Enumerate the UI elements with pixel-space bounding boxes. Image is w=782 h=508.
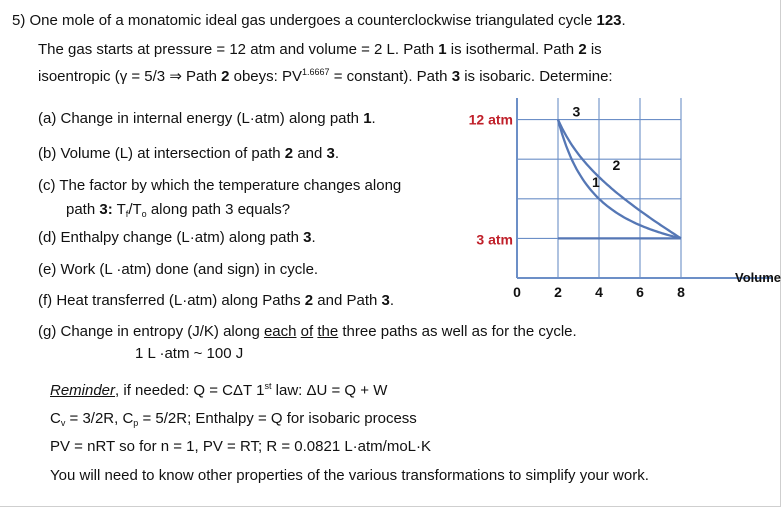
x-tick-label: 0 (513, 284, 521, 300)
conversion-text: 1 L ·atm ~ 100 J (135, 345, 244, 362)
subscript: f (125, 209, 129, 219)
reminder-text: law: ΔU = Q + W (275, 382, 388, 399)
question-text: (f) Heat transferred (L·atm) along Paths (38, 292, 301, 309)
path-label-2: 2 (612, 156, 621, 173)
y-tick-label: 3 atm (476, 231, 513, 248)
question-e (38, 261, 318, 279)
path-number: 3 (303, 229, 312, 246)
question-text: . (334, 145, 340, 162)
x-tick-label: 8 (677, 284, 685, 300)
reminder-line-2 (50, 410, 417, 428)
question-text: (b) Volume (L) at intersection of path (38, 145, 281, 162)
problem-text: is isobaric. Determine: (464, 68, 613, 85)
exponent: 1.6667 (301, 67, 330, 77)
path-number: 3 (326, 145, 335, 162)
path-label-1: 1 (592, 173, 600, 190)
question-text: . (371, 110, 376, 127)
question-text: (d) Enthalpy change (L·atm) along path (38, 229, 299, 246)
x-tick-label: 6 (636, 284, 644, 300)
path-number: 2 (304, 292, 314, 309)
problem-number: 5) (12, 12, 26, 29)
question-c (38, 177, 401, 195)
path-number: 2 (221, 68, 230, 85)
x-tick-label: 2 (554, 284, 562, 300)
superscript: st (264, 381, 272, 391)
problem-text: One mole of a monatomic ideal gas undergoes a counterclockwise triangulated cycle (29, 12, 593, 29)
subscript: v (60, 418, 66, 428)
conversion-note (135, 345, 243, 363)
question-text: and Path (317, 292, 378, 309)
temperature-symbol: T (116, 201, 126, 218)
subscript: p (133, 418, 139, 428)
path-1-isothermal (558, 120, 681, 239)
path-number: 3: (99, 201, 113, 218)
path-label-3: 3 (572, 103, 581, 120)
x-axis-label: Volume (735, 270, 781, 285)
question-text: (e) Work (L ·atm) done (and sign) in cycle. (38, 261, 319, 278)
reminder-label: Reminder (50, 382, 116, 399)
chart-curves (558, 120, 681, 239)
path-number: 2 (578, 41, 587, 58)
x-tick-label: 4 (595, 284, 603, 300)
problem-line-2 (38, 41, 602, 59)
question-text: (g) Change in entropy (J/K) along (38, 323, 260, 340)
subscript: o (141, 209, 147, 219)
problem-text: is isothermal. Path (450, 41, 575, 58)
question-b (38, 145, 339, 163)
question-c-line-2 (66, 201, 290, 219)
problem-text: obeys: PV (233, 68, 302, 85)
reminder-text: = 5/2R; Enthalpy = Q for isobaric process (142, 410, 417, 427)
temperature-symbol: /T (128, 201, 142, 218)
reminder-text: , if needed: Q = CΔT 1 (115, 382, 265, 399)
pv-diagram (455, 98, 782, 308)
path-number: 2 (284, 145, 294, 162)
question-text: . (311, 229, 316, 246)
chart-axes (517, 98, 773, 278)
reminder-line-4 (50, 467, 649, 485)
path-number: 3 (451, 68, 461, 85)
path-2-isoentropic (558, 120, 681, 239)
reminder-text: PV = nRT so for n = 1, PV = RT; R = 0.0821 L·atm/moL·K (50, 438, 432, 455)
reminder-text: C (50, 410, 61, 427)
problem-text: The gas starts at pressure = 12 atm and volume = 2 L. Path (38, 41, 435, 58)
path-number: 1 (363, 110, 372, 127)
reminder-line-3 (50, 438, 431, 456)
problem-text: is (590, 41, 602, 58)
problem-line-3 (38, 68, 613, 86)
question-g (38, 323, 577, 341)
cycle-label: 123 (596, 12, 622, 29)
reminder-text: You will need to know other properties of the various transformations to simplify your work. (50, 467, 649, 484)
question-a (38, 110, 376, 128)
emphasis-text: of (300, 323, 314, 340)
problem-text: = constant). Path (333, 68, 448, 85)
reminder-text: = 3/2R, C (69, 410, 134, 427)
question-text: path (66, 201, 96, 218)
question-d (38, 229, 316, 247)
question-f (38, 292, 394, 310)
question-text: (c) The factor by which the temperature changes along (38, 177, 402, 194)
chart-text (469, 103, 781, 300)
problem-line-1: 5) One mole of a monatomic ideal gas undergoes a counterclockwise triangulated cycle 123. (12, 12, 626, 29)
problem-text: isoentropic (γ = 5/3 ⇒ Path (38, 68, 217, 85)
emphasis-text: the (317, 323, 339, 340)
question-text: three paths as well as for the cycle. (342, 323, 577, 340)
question-text: and (297, 145, 323, 162)
question-text: along path 3 equals? (150, 201, 291, 218)
emphasis-text: each (263, 323, 297, 340)
y-tick-label: 12 atm (468, 111, 513, 128)
reminder-line-1 (50, 382, 387, 400)
path-number: 3 (381, 292, 390, 309)
path-number: 1 (438, 41, 447, 58)
question-text: . (389, 292, 395, 309)
question-text: (a) Change in internal energy (L·atm) along path (38, 110, 360, 127)
